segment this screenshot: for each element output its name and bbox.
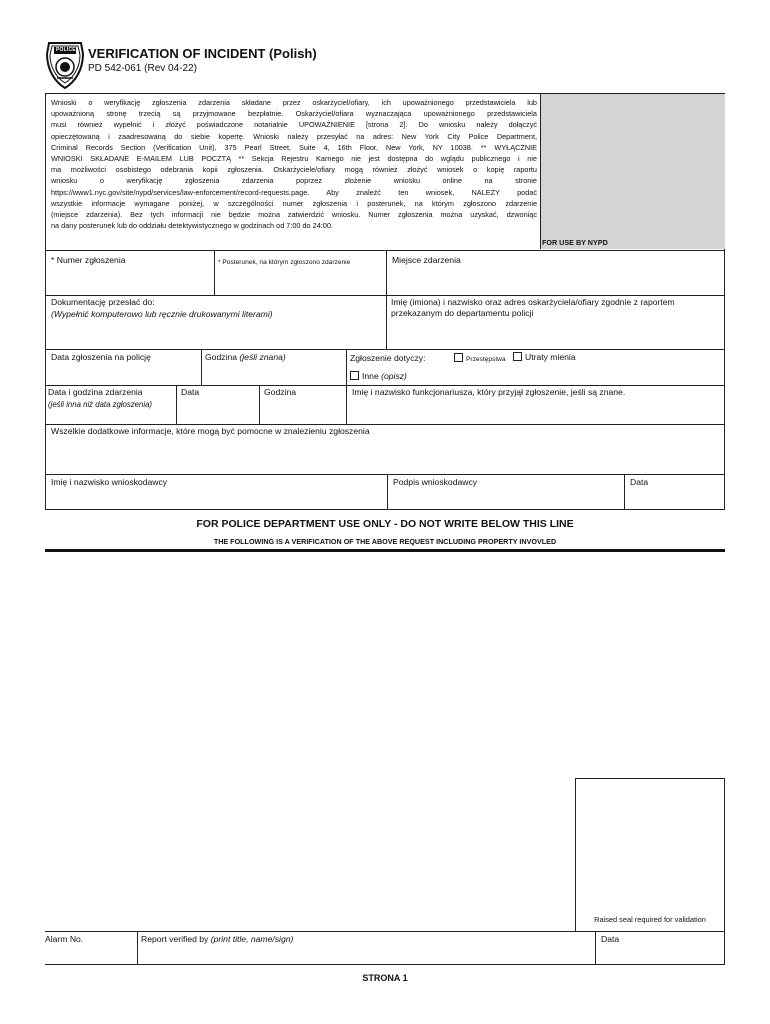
police-use-divider [45,549,725,552]
mail-to-label: Dokumentację przesłać do: [51,297,155,307]
crime-checkbox[interactable] [454,353,463,362]
location-label: Miejsce zdarzenia [392,255,461,265]
nypd-use-label: FOR USE BY NYPD [542,238,608,247]
instruction-line: Wnioski o weryfikację zgłoszenia zdarzenia składane przez oskarżyciel/ofiary, ich upoważnionego przedstawiciela lub [51,98,537,107]
crime-label: Przestępstwa [466,356,506,363]
instruction-line: Criminal Records Section (Verification Unit), 375 Pearl Street, Suite 4, 16th Floor, New York, NY 10038. ** WYŁĄCZNIE [51,142,537,152]
complaint-number-label: * Numer zgłoszenia [51,255,126,265]
instruction-line: wniosku o weryfikację zgłoszenia zdarzenia poprzez złożenie wniosku online na stronie [51,176,537,186]
alarm-no-label: Alarm No. [45,934,84,944]
instruction-line: https://www1.nyc.gov/site/nypd/services/law-enforcement/record-requests.page. Aby znaleźć ten wniosek, NALEŻY podać [51,187,537,197]
nypd-badge-logo [45,40,85,90]
nypd-use-box [540,94,725,249]
complainant-name-label: Imię (imiona) i nazwisko oraz adres oskarżyciela/ofiary zgodnie z raportem przekazanym do departamentu policji [391,297,675,318]
instruction-line: ma możliwości osobistego odebrania kopii zgłoszenia. Oskarżyciele/ofiary mogą również złożyć wniosek o kopię raportu [51,165,537,175]
instruction-line: wszystkie informacje wymagane poniżej, w szczególności numer zgłoszenia i posterunek, na którym zgłoszono zdarzenie [51,198,537,208]
seal-box [575,778,725,932]
incident-datetime-label: Data i godzina zdarzenia [48,387,143,397]
lost-property-checkbox[interactable] [513,352,522,361]
lost-property-option[interactable] [513,352,576,363]
instruction-line: opieczętowaną i zaadresowaną do siebie kopertę. Wnioski należy przesyłać na adres: New York City Police Department, [51,131,537,141]
mail-to-hint: (Wypełnić komputerowo lub ręcznie drukowanymi literami) [51,309,273,319]
logo-text: POLICE [56,47,76,53]
form-number: PD 542-061 (Rev 04-22) [88,63,197,74]
page-label: STRONA 1 [362,973,408,983]
requester-date-label: Data [630,477,649,487]
incident-datetime-hint: (jeśli inna niż data zgłoszenia) [48,400,153,409]
report-time-hint: (jeśli znana) [239,352,286,362]
other-label: Inne [362,371,379,381]
report-time-label [205,352,286,363]
precinct-label: * Posterunek, na którym zgłoszono zdarzenie [218,259,351,266]
lost-property-label: Utraty mienia [525,352,576,362]
verified-date-label: Data [601,934,620,944]
police-use-subheading: THE FOLLOWING IS A VERIFICATION OF THE ABOVE REQUEST INCLUDING PROPERTY INVOVLED [213,537,557,546]
requester-signature-label: Podpis wnioskodawcy [393,477,478,487]
additional-info-label: Wszelkie dodatkowe informacje, które mogą być pomocne w znalezieniu zgłoszenia [51,426,370,436]
instruction-line: upoważnioną stronę trzecią są przyjmowane bezpłatnie. Oskarżyciel/ofiara wyznaczająca upoważnionego przedstawiciela [51,109,537,119]
instructions-text [51,97,537,231]
instruction-line: WNIOSKI SKŁADANE E-MAILEM LUB POCZTĄ ** Sekcja Rejestru Karnego nie jest dostępna do wglądu publicznego i nie [51,154,537,164]
seal-note: Raised seal required for validation [594,915,706,924]
crime-option[interactable] [454,353,506,365]
instruction-line: na dany posterunek lub do oddziału detektywistycznego w godzinach od 7:00 do 24:00. [51,221,333,231]
instruction-line: musi również wypełnić i złożyć poświadczone notarialnie UPOWAŻNIENIE [strona 2]. Do wniosku należy dołączyć [51,120,537,130]
officer-label: Imię i nazwisko funkcjonariusza, który przyjął zgłoszenie, jeśli są znane. [352,387,626,397]
other-checkbox[interactable] [350,371,359,380]
verified-by-hint: (print title, name/sign) [210,934,294,944]
other-option[interactable] [350,371,407,382]
police-use-heading: FOR POLICE DEPARTMENT USE ONLY - DO NOT WRITE BELOW THIS LINE [196,518,574,530]
incident-date-label: Data [181,387,200,397]
instruction-line: (miejsce zdarzenia). Bez tych informacji nie będzie można zatwierdzić wniosku. Numer zgłoszenia można uzyskać, dzwoniąc [51,210,537,220]
verified-by-text: Report verified by [141,934,209,944]
verified-by-label [141,934,293,945]
concerns-label: Zgłoszenie dotyczy: [350,353,426,363]
incident-time-label: Godzina [264,387,297,397]
requester-name-label: Imię i nazwisko wnioskodawcy [51,477,168,487]
alarm-no-field[interactable] [45,964,137,965]
report-time-text: Godzina [205,352,238,362]
report-date-label: Data zgłoszenia na policję [51,352,151,362]
form-title: VERIFICATION OF INCIDENT (Polish) [88,46,317,61]
other-hint: (opisz) [381,371,407,381]
